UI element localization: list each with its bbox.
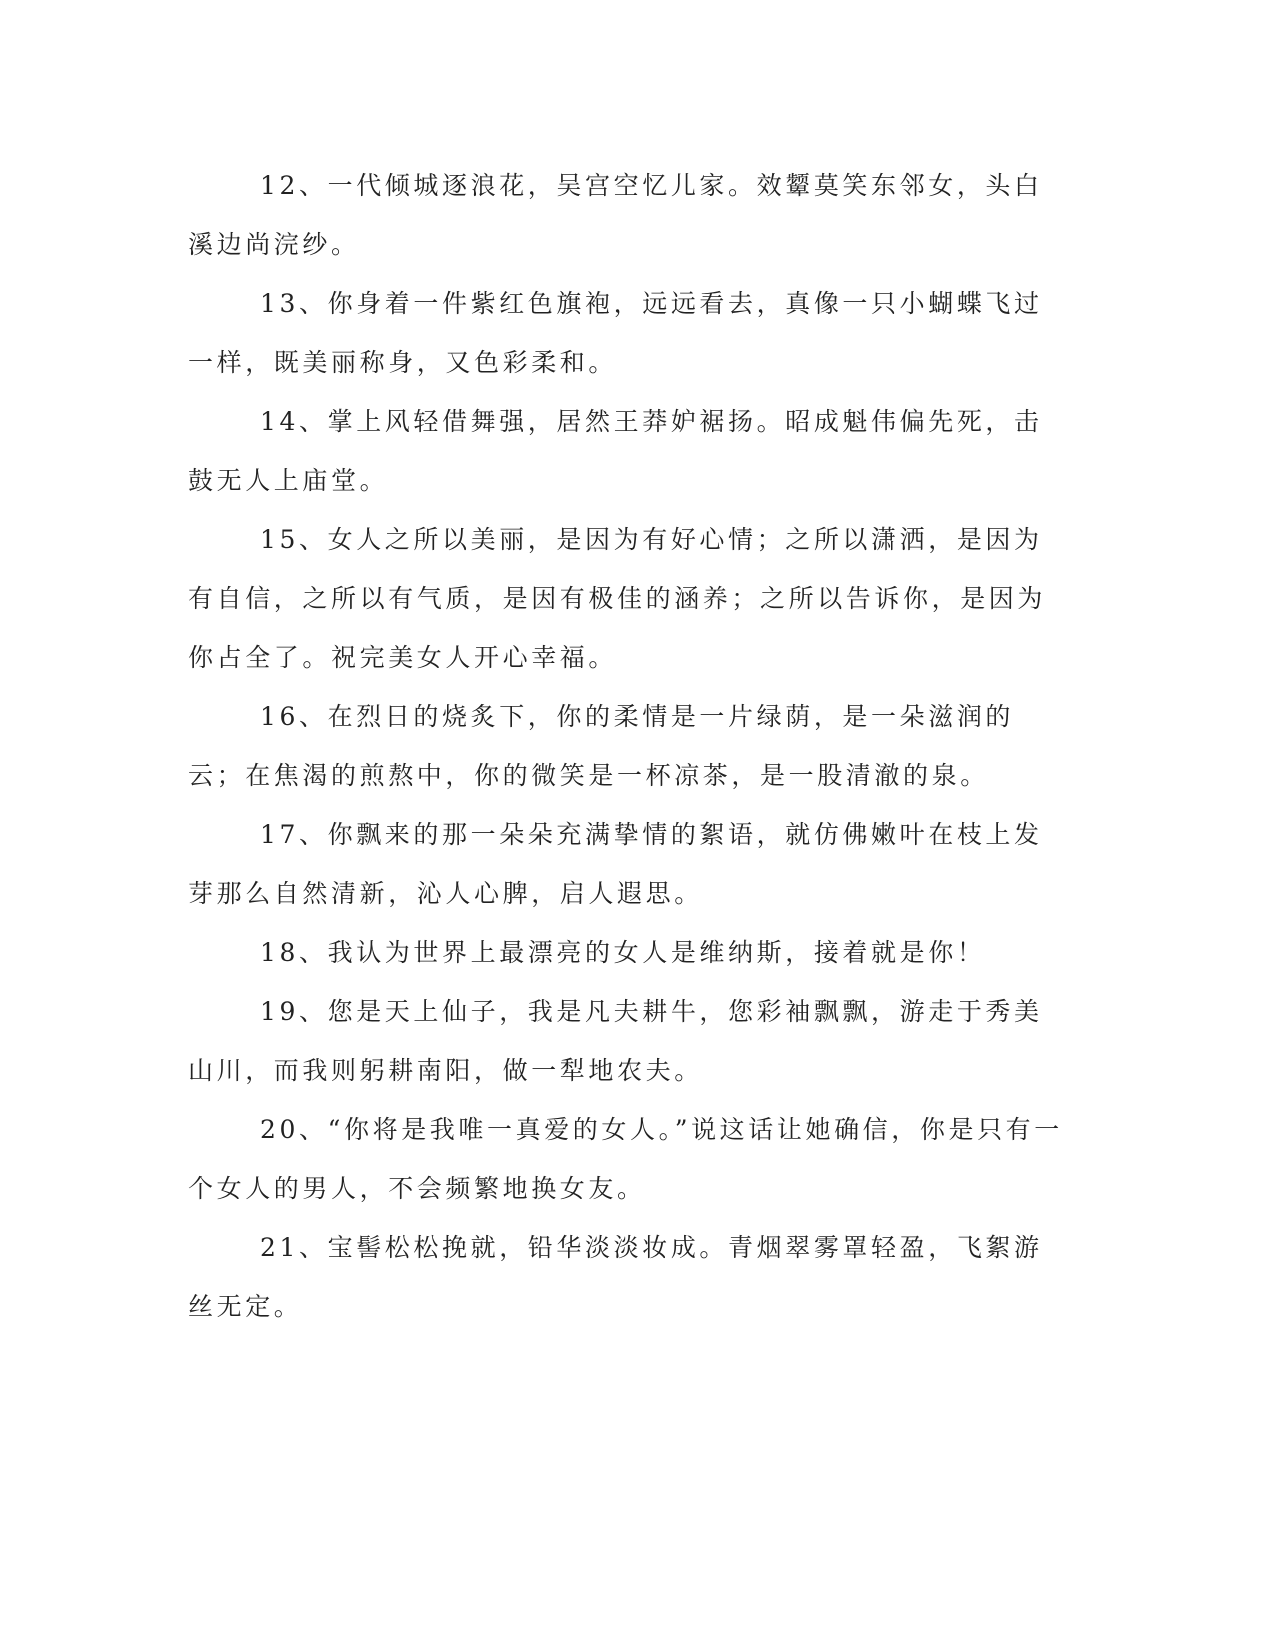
paragraph-13: 13、你身着一件紫红色旗袍，远远看去，真像一只小蝴蝶飞过一样，既美丽称身，又色彩柔和。 [188, 289, 1043, 377]
paragraph-19: 19、您是天上仙子，我是凡夫耕牛，您彩袖飘飘，游走于秀美山川，而我则躬耕南阳，做一犁地农夫。 [188, 997, 1043, 1085]
paragraph-16: 16、在烈日的烧炙下，你的柔情是一片绿荫，是一朵滋润的云；在焦渴的煎熬中，你的微笑是一杯凉茶，是一股清澈的泉。 [188, 702, 1015, 790]
paragraph-14: 14、掌上风轻借舞强，居然王莽妒裾扬。昭成魁伟偏先死，击鼓无人上庙堂。 [188, 407, 1043, 495]
paragraph-12: 12、一代倾城逐浪花，吴宫空忆儿家。效颦莫笑东邻女，头白溪边尚浣纱。 [188, 171, 1043, 259]
paragraph-21: 21、宝髻松松挽就，铅华淡淡妆成。青烟翠雾罩轻盈，飞絮游丝无定。 [188, 1233, 1043, 1321]
paragraph-20: 20、“你将是我唯一真爱的女人。”说这话让她确信，你是只有一个女人的男人，不会频繁地换女友。 [188, 1115, 1063, 1203]
paragraph-18: 18、我认为世界上最漂亮的女人是维纳斯，接着就是你！ [260, 938, 986, 967]
paragraph-17: 17、你飘来的那一朵朵充满挚情的絮语，就仿佛嫩叶在枝上发芽那么自然清新，沁人心脾，启人遐思。 [188, 820, 1043, 908]
document-body [188, 156, 1068, 1336]
paragraph-15: 15、女人之所以美丽，是因为有好心情；之所以潇洒，是因为有自信，之所以有气质，是因有极佳的涵养；之所以告诉你，是因为你占全了。祝完美女人开心幸福。 [188, 525, 1047, 672]
